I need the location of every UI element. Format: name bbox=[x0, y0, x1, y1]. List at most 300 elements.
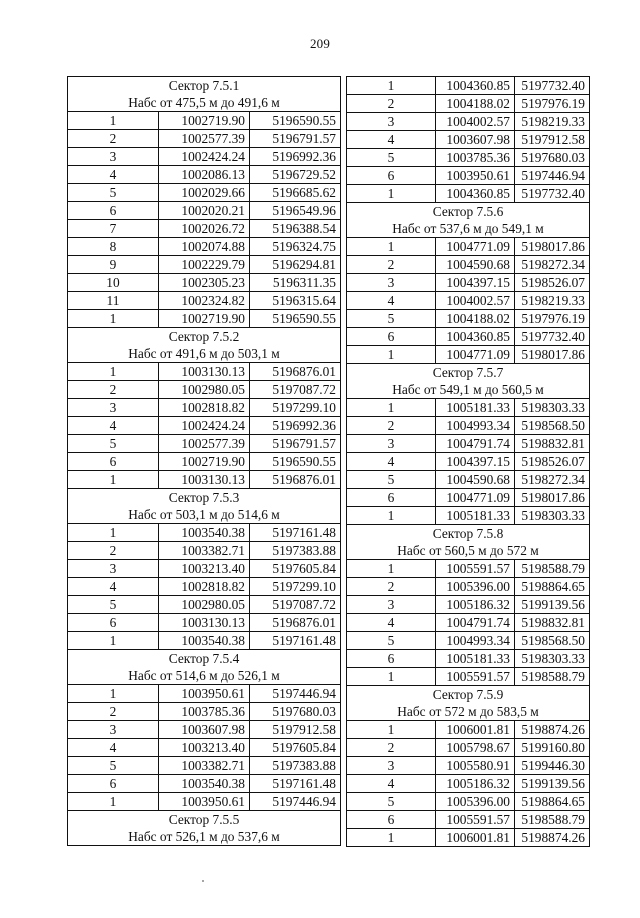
table-row bbox=[68, 453, 341, 471]
point-number-cell: 1 bbox=[68, 632, 159, 650]
x-coordinate-cell: 1002577.39 bbox=[159, 130, 250, 148]
point-number-cell: 3 bbox=[68, 560, 159, 578]
sector-height-range: Набс от 572 м до 583,5 м bbox=[347, 703, 590, 721]
sector-title-row bbox=[347, 525, 590, 543]
point-number-cell: 4 bbox=[347, 775, 436, 793]
point-number-cell: 1 bbox=[347, 668, 436, 686]
x-coordinate-cell: 1002719.90 bbox=[159, 310, 250, 328]
table-row bbox=[347, 632, 590, 650]
table-row bbox=[68, 542, 341, 560]
y-coordinate-cell: 5199446.30 bbox=[515, 757, 590, 775]
x-coordinate-cell: 1003213.40 bbox=[159, 739, 250, 757]
y-coordinate-cell: 5196590.55 bbox=[250, 112, 341, 130]
point-number-cell: 7 bbox=[68, 220, 159, 238]
sector-range-row bbox=[68, 828, 341, 846]
point-number-cell: 6 bbox=[68, 453, 159, 471]
x-coordinate-cell: 1004360.85 bbox=[436, 77, 515, 95]
point-number-cell: 2 bbox=[347, 256, 436, 274]
y-coordinate-cell: 5197976.19 bbox=[515, 95, 590, 113]
y-coordinate-cell: 5197087.72 bbox=[250, 381, 341, 399]
point-number-cell: 5 bbox=[347, 149, 436, 167]
x-coordinate-cell: 1005591.57 bbox=[436, 560, 515, 578]
point-number-cell: 2 bbox=[347, 739, 436, 757]
y-coordinate-cell: 5197732.40 bbox=[515, 328, 590, 346]
point-number-cell: 6 bbox=[347, 328, 436, 346]
point-number-cell: 1 bbox=[347, 346, 436, 364]
table-row bbox=[68, 578, 341, 596]
x-coordinate-cell: 1003950.61 bbox=[159, 685, 250, 703]
point-number-cell: 6 bbox=[68, 775, 159, 793]
x-coordinate-cell: 1002074.88 bbox=[159, 238, 250, 256]
x-coordinate-cell: 1004188.02 bbox=[436, 95, 515, 113]
table-row bbox=[347, 650, 590, 668]
table-row bbox=[68, 202, 341, 220]
x-coordinate-cell: 1002424.24 bbox=[159, 417, 250, 435]
sector-title-row bbox=[68, 489, 341, 507]
table-row bbox=[347, 614, 590, 632]
table-row bbox=[347, 77, 590, 95]
sector-title: Сектор 7.5.7 bbox=[347, 364, 590, 382]
point-number-cell: 2 bbox=[68, 703, 159, 721]
y-coordinate-cell: 5198219.33 bbox=[515, 113, 590, 131]
sector-height-range: Набс от 514,6 м до 526,1 м bbox=[68, 667, 341, 685]
table-row bbox=[347, 95, 590, 113]
table-row bbox=[68, 166, 341, 184]
point-number-cell: 1 bbox=[68, 310, 159, 328]
table-row bbox=[347, 417, 590, 435]
x-coordinate-cell: 1004993.34 bbox=[436, 417, 515, 435]
point-number-cell: 4 bbox=[347, 453, 436, 471]
table-row bbox=[68, 524, 341, 542]
x-coordinate-cell: 1002577.39 bbox=[159, 435, 250, 453]
y-coordinate-cell: 5198874.26 bbox=[515, 721, 590, 739]
x-coordinate-cell: 1005591.57 bbox=[436, 811, 515, 829]
sector-height-range: Набс от 475,5 м до 491,6 м bbox=[68, 94, 341, 112]
y-coordinate-cell: 5197680.03 bbox=[250, 703, 341, 721]
y-coordinate-cell: 5198874.26 bbox=[515, 829, 590, 847]
sector-title-row bbox=[68, 77, 341, 95]
y-coordinate-cell: 5198832.81 bbox=[515, 435, 590, 453]
y-coordinate-cell: 5196315.64 bbox=[250, 292, 341, 310]
x-coordinate-cell: 1005181.33 bbox=[436, 399, 515, 417]
x-coordinate-cell: 1005181.33 bbox=[436, 507, 515, 525]
sector-height-range: Набс от 549,1 м до 560,5 м bbox=[347, 381, 590, 399]
table-row bbox=[347, 578, 590, 596]
table-row bbox=[347, 399, 590, 417]
point-number-cell: 4 bbox=[68, 739, 159, 757]
table-row bbox=[68, 685, 341, 703]
point-number-cell: 3 bbox=[347, 596, 436, 614]
sector-title: Сектор 7.5.4 bbox=[68, 650, 341, 668]
x-coordinate-cell: 1004397.15 bbox=[436, 453, 515, 471]
y-coordinate-cell: 5196876.01 bbox=[250, 614, 341, 632]
table-row bbox=[68, 775, 341, 793]
y-coordinate-cell: 5197383.88 bbox=[250, 757, 341, 775]
x-coordinate-cell: 1002719.90 bbox=[159, 453, 250, 471]
y-coordinate-cell: 5196311.35 bbox=[250, 274, 341, 292]
x-coordinate-cell: 1003950.61 bbox=[159, 793, 250, 811]
y-coordinate-cell: 5197161.48 bbox=[250, 775, 341, 793]
x-coordinate-cell: 1003950.61 bbox=[436, 167, 515, 185]
table-row bbox=[347, 453, 590, 471]
point-number-cell: 3 bbox=[68, 148, 159, 166]
point-number-cell: 5 bbox=[347, 793, 436, 811]
x-coordinate-cell: 1004993.34 bbox=[436, 632, 515, 650]
point-number-cell: 2 bbox=[68, 130, 159, 148]
table-row bbox=[347, 829, 590, 847]
x-coordinate-cell: 1003607.98 bbox=[436, 131, 515, 149]
table-row bbox=[68, 703, 341, 721]
point-number-cell: 3 bbox=[347, 113, 436, 131]
point-number-cell: 1 bbox=[347, 721, 436, 739]
y-coordinate-cell: 5196992.36 bbox=[250, 148, 341, 166]
table-row bbox=[347, 668, 590, 686]
x-coordinate-cell: 1005580.91 bbox=[436, 757, 515, 775]
x-coordinate-cell: 1003540.38 bbox=[159, 632, 250, 650]
table-row bbox=[68, 184, 341, 202]
y-coordinate-cell: 5197446.94 bbox=[250, 793, 341, 811]
point-number-cell: 5 bbox=[68, 757, 159, 775]
x-coordinate-cell: 1002305.23 bbox=[159, 274, 250, 292]
y-coordinate-cell: 5197976.19 bbox=[515, 310, 590, 328]
point-number-cell: 1 bbox=[347, 507, 436, 525]
point-number-cell: 1 bbox=[347, 829, 436, 847]
x-coordinate-cell: 1006001.81 bbox=[436, 829, 515, 847]
point-number-cell: 5 bbox=[68, 184, 159, 202]
sector-height-range: Набс от 537,6 м до 549,1 м bbox=[347, 220, 590, 238]
x-coordinate-cell: 1003785.36 bbox=[159, 703, 250, 721]
point-number-cell: 1 bbox=[68, 112, 159, 130]
sector-title-row bbox=[347, 203, 590, 221]
table-row bbox=[347, 489, 590, 507]
point-number-cell: 5 bbox=[347, 632, 436, 650]
y-coordinate-cell: 5197299.10 bbox=[250, 399, 341, 417]
sector-title-row bbox=[68, 328, 341, 346]
point-number-cell: 4 bbox=[347, 614, 436, 632]
table-row bbox=[347, 310, 590, 328]
left-table-body bbox=[68, 77, 341, 846]
x-coordinate-cell: 1003382.71 bbox=[159, 542, 250, 560]
y-coordinate-cell: 5196590.55 bbox=[250, 310, 341, 328]
point-number-cell: 1 bbox=[347, 560, 436, 578]
table-row bbox=[68, 112, 341, 130]
table-row bbox=[68, 793, 341, 811]
table-row bbox=[347, 757, 590, 775]
y-coordinate-cell: 5198832.81 bbox=[515, 614, 590, 632]
point-number-cell: 1 bbox=[347, 238, 436, 256]
table-row bbox=[347, 507, 590, 525]
y-coordinate-cell: 5198588.79 bbox=[515, 811, 590, 829]
sector-title: Сектор 7.5.9 bbox=[347, 686, 590, 704]
point-number-cell: 5 bbox=[347, 471, 436, 489]
sector-range-row bbox=[347, 220, 590, 238]
table-row bbox=[68, 757, 341, 775]
y-coordinate-cell: 5196685.62 bbox=[250, 184, 341, 202]
point-number-cell: 4 bbox=[347, 292, 436, 310]
point-number-cell: 3 bbox=[68, 399, 159, 417]
point-number-cell: 5 bbox=[347, 310, 436, 328]
left-coordinates-table bbox=[67, 76, 341, 846]
y-coordinate-cell: 5198588.79 bbox=[515, 668, 590, 686]
point-number-cell: 1 bbox=[347, 77, 436, 95]
point-number-cell: 1 bbox=[68, 524, 159, 542]
table-row bbox=[347, 131, 590, 149]
right-coordinates-table bbox=[346, 76, 590, 847]
table-row bbox=[347, 185, 590, 203]
x-coordinate-cell: 1004771.09 bbox=[436, 346, 515, 364]
x-coordinate-cell: 1004002.57 bbox=[436, 292, 515, 310]
y-coordinate-cell: 5198588.79 bbox=[515, 560, 590, 578]
y-coordinate-cell: 5197732.40 bbox=[515, 77, 590, 95]
table-row bbox=[347, 328, 590, 346]
y-coordinate-cell: 5197383.88 bbox=[250, 542, 341, 560]
point-number-cell: 1 bbox=[68, 471, 159, 489]
sector-title: Сектор 7.5.6 bbox=[347, 203, 590, 221]
point-number-cell: 6 bbox=[347, 489, 436, 507]
y-coordinate-cell: 5198272.34 bbox=[515, 256, 590, 274]
table-row bbox=[68, 399, 341, 417]
table-row bbox=[68, 560, 341, 578]
x-coordinate-cell: 1004002.57 bbox=[436, 113, 515, 131]
table-row bbox=[347, 256, 590, 274]
y-coordinate-cell: 5198017.86 bbox=[515, 238, 590, 256]
x-coordinate-cell: 1003213.40 bbox=[159, 560, 250, 578]
y-coordinate-cell: 5198526.07 bbox=[515, 453, 590, 471]
table-row bbox=[68, 739, 341, 757]
x-coordinate-cell: 1002026.72 bbox=[159, 220, 250, 238]
y-coordinate-cell: 5197912.58 bbox=[515, 131, 590, 149]
table-row bbox=[347, 811, 590, 829]
x-coordinate-cell: 1003382.71 bbox=[159, 757, 250, 775]
page-number: 209 bbox=[309, 36, 331, 51]
x-coordinate-cell: 1003540.38 bbox=[159, 524, 250, 542]
y-coordinate-cell: 5196992.36 bbox=[250, 417, 341, 435]
sector-title: Сектор 7.5.8 bbox=[347, 525, 590, 543]
table-row bbox=[347, 113, 590, 131]
x-coordinate-cell: 1004188.02 bbox=[436, 310, 515, 328]
y-coordinate-cell: 5197087.72 bbox=[250, 596, 341, 614]
point-number-cell: 2 bbox=[68, 381, 159, 399]
point-number-cell: 5 bbox=[68, 596, 159, 614]
x-coordinate-cell: 1003540.38 bbox=[159, 775, 250, 793]
point-number-cell: 2 bbox=[347, 417, 436, 435]
y-coordinate-cell: 5198219.33 bbox=[515, 292, 590, 310]
y-coordinate-cell: 5196876.01 bbox=[250, 471, 341, 489]
y-coordinate-cell: 5197912.58 bbox=[250, 721, 341, 739]
y-coordinate-cell: 5199160.80 bbox=[515, 739, 590, 757]
table-row bbox=[68, 632, 341, 650]
x-coordinate-cell: 1004397.15 bbox=[436, 274, 515, 292]
point-number-cell: 10 bbox=[68, 274, 159, 292]
point-number-cell: 6 bbox=[68, 202, 159, 220]
x-coordinate-cell: 1002818.82 bbox=[159, 399, 250, 417]
point-number-cell: 6 bbox=[347, 167, 436, 185]
table-row bbox=[347, 471, 590, 489]
sector-range-row bbox=[347, 542, 590, 560]
point-number-cell: 2 bbox=[347, 578, 436, 596]
point-number-cell: 4 bbox=[347, 131, 436, 149]
x-coordinate-cell: 1002980.05 bbox=[159, 381, 250, 399]
table-row bbox=[68, 596, 341, 614]
sector-title: Сектор 7.5.5 bbox=[68, 811, 341, 829]
x-coordinate-cell: 1004360.85 bbox=[436, 328, 515, 346]
table-row bbox=[68, 292, 341, 310]
table-row bbox=[68, 614, 341, 632]
point-number-cell: 1 bbox=[68, 685, 159, 703]
point-number-cell: 3 bbox=[347, 274, 436, 292]
point-number-cell: 3 bbox=[347, 757, 436, 775]
x-coordinate-cell: 1002719.90 bbox=[159, 112, 250, 130]
sector-range-row bbox=[68, 94, 341, 112]
table-row bbox=[347, 721, 590, 739]
right-table-body bbox=[347, 77, 590, 847]
point-number-cell: 2 bbox=[347, 95, 436, 113]
sector-range-row bbox=[68, 667, 341, 685]
sector-range-row bbox=[347, 703, 590, 721]
table-row bbox=[68, 381, 341, 399]
y-coordinate-cell: 5196324.75 bbox=[250, 238, 341, 256]
table-row bbox=[347, 560, 590, 578]
x-coordinate-cell: 1004791.74 bbox=[436, 614, 515, 632]
x-coordinate-cell: 1004791.74 bbox=[436, 435, 515, 453]
y-coordinate-cell: 5196729.52 bbox=[250, 166, 341, 184]
x-coordinate-cell: 1004771.09 bbox=[436, 238, 515, 256]
sector-title: Сектор 7.5.2 bbox=[68, 328, 341, 346]
y-coordinate-cell: 5198864.65 bbox=[515, 793, 590, 811]
sector-range-row bbox=[347, 381, 590, 399]
table-row bbox=[68, 417, 341, 435]
point-number-cell: 5 bbox=[68, 435, 159, 453]
x-coordinate-cell: 1006001.81 bbox=[436, 721, 515, 739]
y-coordinate-cell: 5197446.94 bbox=[515, 167, 590, 185]
x-coordinate-cell: 1003130.13 bbox=[159, 471, 250, 489]
table-row bbox=[347, 596, 590, 614]
x-coordinate-cell: 1004771.09 bbox=[436, 489, 515, 507]
x-coordinate-cell: 1002818.82 bbox=[159, 578, 250, 596]
y-coordinate-cell: 5197605.84 bbox=[250, 739, 341, 757]
sector-title-row bbox=[68, 811, 341, 829]
y-coordinate-cell: 5196791.57 bbox=[250, 130, 341, 148]
y-coordinate-cell: 5198526.07 bbox=[515, 274, 590, 292]
y-coordinate-cell: 5199139.56 bbox=[515, 775, 590, 793]
table-row bbox=[347, 346, 590, 364]
point-number-cell: 6 bbox=[347, 811, 436, 829]
table-row bbox=[68, 130, 341, 148]
y-coordinate-cell: 5199139.56 bbox=[515, 596, 590, 614]
table-row bbox=[347, 292, 590, 310]
x-coordinate-cell: 1004590.68 bbox=[436, 256, 515, 274]
y-coordinate-cell: 5196549.96 bbox=[250, 202, 341, 220]
x-coordinate-cell: 1002980.05 bbox=[159, 596, 250, 614]
y-coordinate-cell: 5198303.33 bbox=[515, 507, 590, 525]
scan-speck bbox=[202, 880, 204, 882]
sector-height-range: Набс от 491,6 м до 503,1 м bbox=[68, 345, 341, 363]
y-coordinate-cell: 5196294.81 bbox=[250, 256, 341, 274]
sector-title-row bbox=[68, 650, 341, 668]
table-row bbox=[68, 274, 341, 292]
point-number-cell: 1 bbox=[68, 793, 159, 811]
right-column bbox=[346, 76, 590, 847]
sector-title-row bbox=[347, 686, 590, 704]
table-row bbox=[68, 435, 341, 453]
table-row bbox=[68, 310, 341, 328]
point-number-cell: 4 bbox=[68, 578, 159, 596]
y-coordinate-cell: 5198864.65 bbox=[515, 578, 590, 596]
point-number-cell: 1 bbox=[68, 363, 159, 381]
y-coordinate-cell: 5197446.94 bbox=[250, 685, 341, 703]
point-number-cell: 6 bbox=[347, 650, 436, 668]
y-coordinate-cell: 5198303.33 bbox=[515, 650, 590, 668]
point-number-cell: 9 bbox=[68, 256, 159, 274]
x-coordinate-cell: 1005396.00 bbox=[436, 578, 515, 596]
y-coordinate-cell: 5198303.33 bbox=[515, 399, 590, 417]
y-coordinate-cell: 5196876.01 bbox=[250, 363, 341, 381]
x-coordinate-cell: 1005186.32 bbox=[436, 775, 515, 793]
x-coordinate-cell: 1002324.82 bbox=[159, 292, 250, 310]
x-coordinate-cell: 1003785.36 bbox=[436, 149, 515, 167]
y-coordinate-cell: 5196791.57 bbox=[250, 435, 341, 453]
point-number-cell: 1 bbox=[347, 185, 436, 203]
table-row bbox=[68, 721, 341, 739]
table-row bbox=[347, 739, 590, 757]
x-coordinate-cell: 1005186.32 bbox=[436, 596, 515, 614]
left-column bbox=[67, 76, 341, 846]
y-coordinate-cell: 5198017.86 bbox=[515, 346, 590, 364]
table-row bbox=[347, 149, 590, 167]
y-coordinate-cell: 5196590.55 bbox=[250, 453, 341, 471]
table-row bbox=[68, 238, 341, 256]
x-coordinate-cell: 1005591.57 bbox=[436, 668, 515, 686]
table-row bbox=[347, 238, 590, 256]
table-row bbox=[68, 220, 341, 238]
sector-height-range: Набс от 503,1 м до 514,6 м bbox=[68, 506, 341, 524]
point-number-cell: 4 bbox=[68, 417, 159, 435]
point-number-cell: 2 bbox=[68, 542, 159, 560]
x-coordinate-cell: 1005798.67 bbox=[436, 739, 515, 757]
table-row bbox=[68, 363, 341, 381]
y-coordinate-cell: 5198017.86 bbox=[515, 489, 590, 507]
sector-title: Сектор 7.5.3 bbox=[68, 489, 341, 507]
y-coordinate-cell: 5197680.03 bbox=[515, 149, 590, 167]
x-coordinate-cell: 1005396.00 bbox=[436, 793, 515, 811]
table-row bbox=[347, 775, 590, 793]
table-row bbox=[347, 167, 590, 185]
table-row bbox=[347, 435, 590, 453]
point-number-cell: 11 bbox=[68, 292, 159, 310]
y-coordinate-cell: 5197732.40 bbox=[515, 185, 590, 203]
y-coordinate-cell: 5198272.34 bbox=[515, 471, 590, 489]
sector-title: Сектор 7.5.1 bbox=[68, 77, 341, 95]
x-coordinate-cell: 1002424.24 bbox=[159, 148, 250, 166]
x-coordinate-cell: 1003130.13 bbox=[159, 614, 250, 632]
x-coordinate-cell: 1002029.66 bbox=[159, 184, 250, 202]
point-number-cell: 3 bbox=[68, 721, 159, 739]
x-coordinate-cell: 1002020.21 bbox=[159, 202, 250, 220]
sector-title-row bbox=[347, 364, 590, 382]
y-coordinate-cell: 5197161.48 bbox=[250, 632, 341, 650]
point-number-cell: 6 bbox=[68, 614, 159, 632]
sector-height-range: Набс от 560,5 м до 572 м bbox=[347, 542, 590, 560]
table-row bbox=[347, 793, 590, 811]
x-coordinate-cell: 1002229.79 bbox=[159, 256, 250, 274]
y-coordinate-cell: 5197605.84 bbox=[250, 560, 341, 578]
x-coordinate-cell: 1005181.33 bbox=[436, 650, 515, 668]
sector-range-row bbox=[68, 506, 341, 524]
y-coordinate-cell: 5198568.50 bbox=[515, 632, 590, 650]
point-number-cell: 4 bbox=[68, 166, 159, 184]
sector-height-range: Набс от 526,1 м до 537,6 м bbox=[68, 828, 341, 846]
x-coordinate-cell: 1003130.13 bbox=[159, 363, 250, 381]
